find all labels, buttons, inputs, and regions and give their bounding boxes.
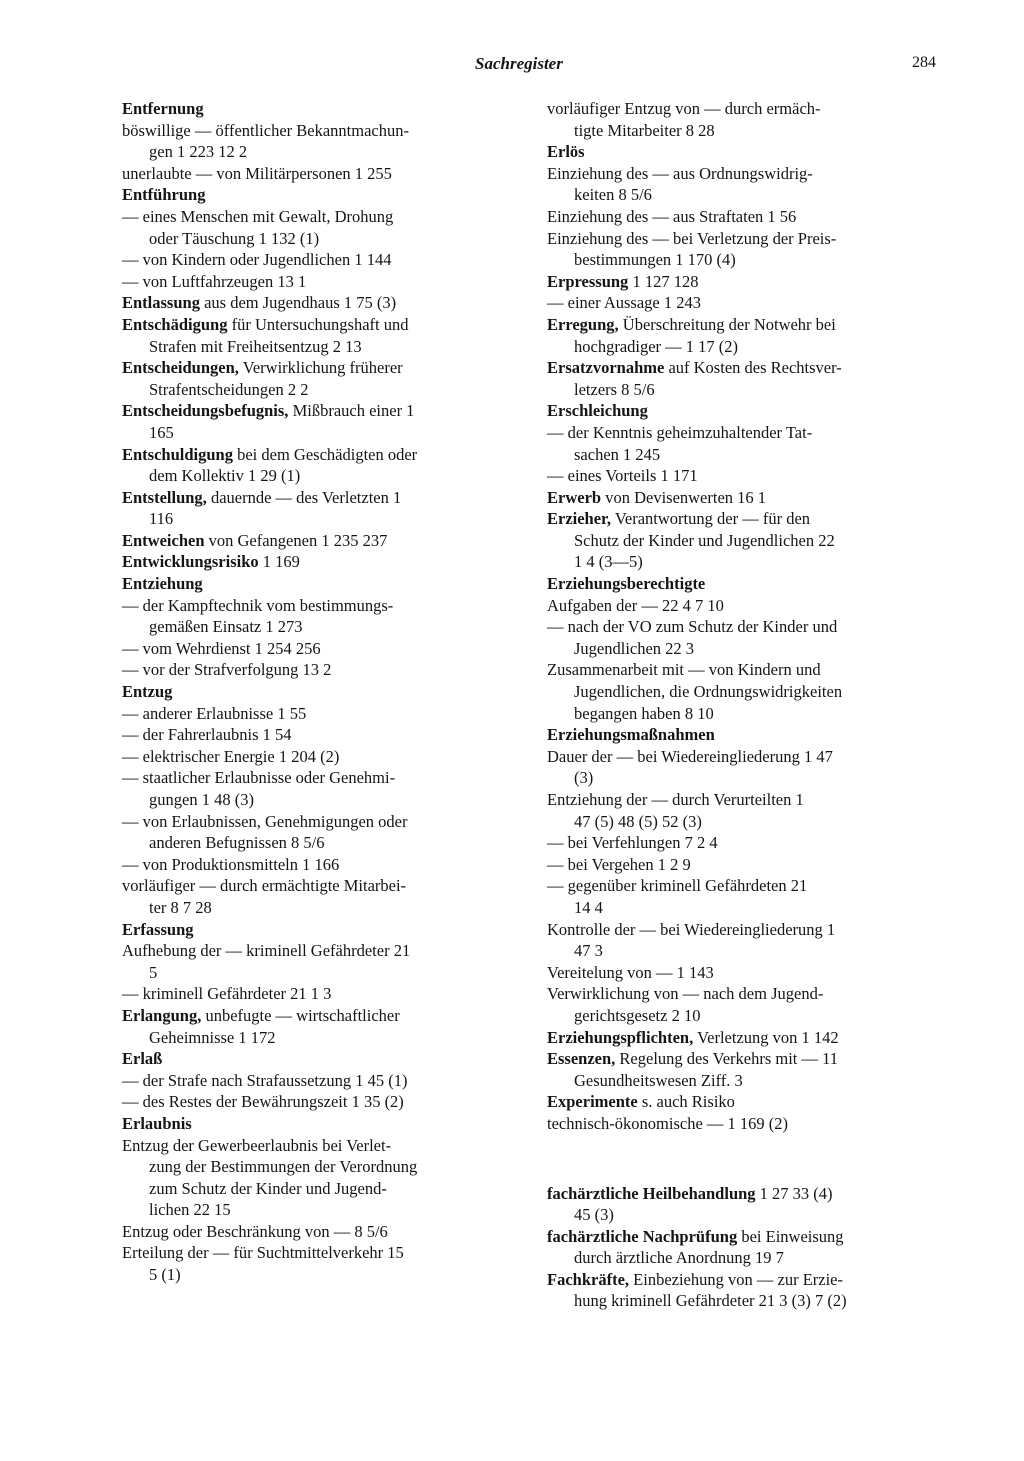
index-text: Aufgaben der — 22 4 7 10 xyxy=(547,595,724,615)
index-text: — vom Wehrdienst 1 254 256 xyxy=(122,638,321,658)
index-headword: Erlaubnis xyxy=(122,1113,192,1133)
index-line xyxy=(547,616,947,638)
index-text: keiten 8 5/6 xyxy=(574,185,652,205)
index-line xyxy=(122,789,522,811)
index-line xyxy=(122,184,522,206)
index-line xyxy=(122,573,522,595)
index-line xyxy=(122,444,522,466)
index-text: — bei Vergehen 1 2 9 xyxy=(547,854,691,874)
index-text: vorläufiger Entzug von — durch ermäch- xyxy=(547,99,821,118)
index-text: 5 xyxy=(149,962,158,982)
index-text: ter 8 7 28 xyxy=(149,897,212,917)
index-text: Entziehung der — durch Verurteilten 1 xyxy=(547,790,804,809)
index-text: für Untersuchungshaft und xyxy=(231,314,409,334)
index-text: Verletzung von 1 142 xyxy=(697,1027,839,1047)
index-line xyxy=(122,1005,522,1027)
index-text: bei dem Geschädigten oder xyxy=(237,444,418,464)
index-line xyxy=(122,120,522,142)
index-headword: Erziehungspflichten, xyxy=(547,1027,694,1047)
left-column xyxy=(122,98,522,1286)
index-text: gen 1 223 12 2 xyxy=(149,142,248,162)
index-text: Schutz der Kinder und Jugendlichen 22 xyxy=(574,530,835,550)
index-line xyxy=(547,1269,947,1291)
index-text: hochgradiger — 1 17 (2) xyxy=(574,336,739,356)
index-line xyxy=(122,983,522,1005)
index-text: — elektrischer Energie 1 204 (2) xyxy=(122,746,340,766)
index-text: Einziehung des — aus Straftaten 1 56 xyxy=(547,206,797,226)
index-line xyxy=(122,595,522,617)
index-line xyxy=(547,98,947,120)
index-text: unerlaubte — von Militärpersonen 1 255 xyxy=(122,163,392,183)
index-line xyxy=(122,379,522,401)
right-column xyxy=(547,98,947,1312)
index-line xyxy=(547,746,947,768)
index-headword: Entführung xyxy=(122,185,206,205)
index-line xyxy=(547,1247,947,1269)
index-headword: Erziehungsberechtigte xyxy=(547,574,706,594)
index-line xyxy=(122,1091,522,1113)
index-headword: Ersatzvornahme xyxy=(547,358,665,378)
index-text: — eines Menschen mit Gewalt, Drohung xyxy=(122,206,394,226)
index-line xyxy=(547,919,947,941)
index-line xyxy=(547,1113,947,1135)
index-line xyxy=(122,357,522,379)
index-line xyxy=(547,1005,947,1027)
index-text: dem Kollektiv 1 29 (1) xyxy=(149,466,301,486)
index-text: Einziehung des — bei Verletzung der Preis- xyxy=(547,228,837,248)
index-text: 1 27 33 (4) xyxy=(759,1183,833,1203)
index-text: — von Kindern oder Jugendlichen 1 144 xyxy=(122,250,392,270)
index-line xyxy=(122,206,522,228)
index-headword: Entschuldigung xyxy=(122,444,233,464)
index-text: Entzug der Gewerbeerlaubnis bei Verlet- xyxy=(122,1135,392,1155)
index-text: 165 xyxy=(149,422,174,442)
index-line xyxy=(122,271,522,293)
index-text: — eines Vorteils 1 171 xyxy=(547,466,698,486)
index-text: Verwirklichung früherer xyxy=(242,358,403,378)
index-line xyxy=(547,379,947,401)
index-line xyxy=(122,400,522,422)
index-line xyxy=(122,638,522,660)
index-line xyxy=(122,1178,522,1200)
index-text: Jugendlichen, die Ordnungswidrigkeiten xyxy=(574,682,843,702)
index-line xyxy=(547,897,947,919)
index-line xyxy=(122,746,522,768)
index-line xyxy=(122,336,522,358)
index-line xyxy=(122,1156,522,1178)
index-text: — vor der Strafverfolgung 13 2 xyxy=(122,660,332,680)
index-line xyxy=(547,962,947,984)
index-headword: fachärztliche Nachprüfung xyxy=(547,1226,738,1246)
index-text: Zusammenarbeit mit — von Kindern und xyxy=(547,660,821,680)
index-text: Strafentscheidungen 2 2 xyxy=(149,379,309,399)
index-text: — der Strafe nach Strafaussetzung 1 45 (1) xyxy=(122,1070,408,1090)
index-line xyxy=(122,832,522,854)
index-headword: Entscheidungsbefugnis, xyxy=(122,401,289,421)
index-text: — staatlicher Erlaubnisse oder Genehmi- xyxy=(122,768,396,788)
index-line xyxy=(122,141,522,163)
running-title: Sachregister xyxy=(475,54,563,73)
index-line xyxy=(547,1027,947,1049)
index-line xyxy=(547,789,947,811)
index-line xyxy=(547,465,947,487)
index-text: vorläufiger — durch ermächtigte Mitarbei- xyxy=(122,876,407,896)
index-text: anderen Befugnissen 8 5/6 xyxy=(149,833,325,853)
index-line xyxy=(122,249,522,271)
index-line xyxy=(547,508,947,530)
index-text: — der Fahrerlaubnis 1 54 xyxy=(122,725,292,745)
index-line xyxy=(122,854,522,876)
index-text: unbefugte — wirtschaftlicher xyxy=(205,1005,400,1025)
index-text: — gegenüber kriminell Gefährdeten 21 xyxy=(547,876,808,896)
index-line xyxy=(547,1290,947,1312)
index-text: — anderer Erlaubnisse 1 55 xyxy=(122,703,307,723)
index-text: bestimmungen 1 170 (4) xyxy=(574,250,736,270)
index-text: zum Schutz der Kinder und Jugend- xyxy=(149,1178,387,1198)
index-line xyxy=(547,314,947,336)
index-headword: Essenzen, xyxy=(547,1049,616,1069)
index-text: — bei Verfehlungen 7 2 4 xyxy=(547,833,718,853)
index-line xyxy=(122,767,522,789)
index-line xyxy=(547,1048,947,1070)
index-text: von Devisenwerten 16 1 xyxy=(605,487,767,507)
index-text: (3) xyxy=(574,768,594,788)
index-line xyxy=(122,508,522,530)
index-text: — von Luftfahrzeugen 13 1 xyxy=(122,271,307,291)
index-line xyxy=(547,1226,947,1248)
index-text: Regelung des Verkehrs mit — 11 xyxy=(619,1049,839,1069)
index-line xyxy=(122,314,522,336)
index-text: von Gefangenen 1 235 237 xyxy=(208,530,388,550)
running-head xyxy=(0,54,1024,84)
index-text: — kriminell Gefährdeter 21 1 3 xyxy=(122,984,332,1004)
index-text: technisch-ökonomische — 1 169 (2) xyxy=(547,1113,789,1133)
index-text: 1 127 128 xyxy=(632,271,699,291)
index-line xyxy=(547,530,947,552)
index-text: 116 xyxy=(149,509,174,529)
index-headword: Erlaß xyxy=(122,1049,163,1069)
index-text: Mißbrauch einer 1 xyxy=(292,401,415,421)
index-headword: Erfassung xyxy=(122,919,194,939)
index-text: gemäßen Einsatz 1 273 xyxy=(149,617,303,637)
index-line xyxy=(547,703,947,725)
index-line xyxy=(122,897,522,919)
index-text: Einziehung des — aus Ordnungswidrig- xyxy=(547,163,813,183)
index-headword: Erwerb xyxy=(547,487,602,507)
index-text: durch ärztliche Anordnung 19 7 xyxy=(574,1248,784,1268)
index-line xyxy=(547,638,947,660)
index-text: tigte Mitarbeiter 8 28 xyxy=(574,120,715,140)
index-text: Geheimnisse 1 172 xyxy=(149,1027,276,1047)
index-line xyxy=(122,811,522,833)
index-headword: Entschädigung xyxy=(122,314,228,334)
index-line xyxy=(547,422,947,444)
index-headword: Fachkräfte, xyxy=(547,1269,630,1289)
index-line xyxy=(122,703,522,725)
index-line xyxy=(122,1135,522,1157)
index-line xyxy=(547,1070,947,1092)
index-line xyxy=(547,1204,947,1226)
index-text: — des Restes der Bewährungszeit 1 35 (2) xyxy=(122,1092,404,1112)
index-text: gerichtsgesetz 2 10 xyxy=(574,1005,701,1025)
index-line xyxy=(547,336,947,358)
index-headword: Erschleichung xyxy=(547,401,648,421)
index-headword: fachärztliche Heilbehandlung xyxy=(547,1183,756,1203)
index-line xyxy=(122,1199,522,1221)
index-line xyxy=(547,724,947,746)
index-line xyxy=(547,681,947,703)
index-line xyxy=(547,228,947,250)
index-line xyxy=(122,724,522,746)
index-headword: Entstellung, xyxy=(122,487,207,507)
index-text: — der Kampftechnik vom bestimmungs- xyxy=(122,595,394,615)
index-line xyxy=(122,1048,522,1070)
index-text: Strafen mit Freiheitsentzug 2 13 xyxy=(149,336,362,356)
page-number: 284 xyxy=(912,54,936,71)
index-text: 1 169 xyxy=(262,552,300,572)
index-headword: Entzug xyxy=(122,682,173,702)
index-line xyxy=(122,551,522,573)
index-text: 5 (1) xyxy=(149,1265,181,1285)
index-text: aus dem Jugendhaus 1 75 (3) xyxy=(204,293,397,313)
index-headword: Entwicklungsrisiko xyxy=(122,552,259,572)
index-line xyxy=(547,854,947,876)
index-line xyxy=(547,357,947,379)
index-headword: Erziehungsmaßnahmen xyxy=(547,725,715,745)
index-line xyxy=(122,919,522,941)
index-text: — einer Aussage 1 243 xyxy=(547,293,701,313)
index-text: gungen 1 48 (3) xyxy=(149,790,254,809)
index-text: — von Erlaubnissen, Genehmigungen oder xyxy=(122,811,408,831)
index-line xyxy=(547,487,947,509)
index-text: — der Kenntnis geheimzuhaltender Tat- xyxy=(547,422,813,442)
index-headword: Entweichen xyxy=(122,530,205,550)
index-line xyxy=(547,659,947,681)
index-headword: Erlös xyxy=(547,142,585,162)
index-line xyxy=(122,616,522,638)
index-line xyxy=(547,206,947,228)
index-text: 45 (3) xyxy=(574,1205,614,1225)
index-line xyxy=(547,163,947,185)
index-line xyxy=(547,551,947,573)
index-headword: Erzieher, xyxy=(547,509,611,529)
index-line xyxy=(122,681,522,703)
index-text: 1 4 (3—5) xyxy=(574,552,643,572)
index-line xyxy=(547,292,947,314)
index-line xyxy=(547,573,947,595)
index-line xyxy=(122,98,522,120)
index-text: 47 (5) 48 (5) 52 (3) xyxy=(574,811,702,831)
index-headword: Entscheidungen, xyxy=(122,358,239,378)
index-line xyxy=(547,271,947,293)
index-line xyxy=(547,983,947,1005)
index-line xyxy=(547,1091,947,1113)
index-text: — nach der VO zum Schutz der Kinder und xyxy=(547,617,838,637)
index-line xyxy=(547,940,947,962)
index-text: Einbeziehung von — zur Erzie- xyxy=(633,1269,843,1289)
index-text: Überschreitung der Notwehr bei xyxy=(622,314,836,334)
index-text: Vereitelung von — 1 143 xyxy=(547,962,714,982)
index-text: Kontrolle der — bei Wiedereingliederung 1 xyxy=(547,919,836,939)
index-line xyxy=(122,465,522,487)
index-line xyxy=(122,487,522,509)
index-line xyxy=(547,184,947,206)
index-line xyxy=(122,1027,522,1049)
index-headword: Erregung, xyxy=(547,314,619,334)
index-text: Verantwortung der — für den xyxy=(614,509,811,529)
index-text: Entzug oder Beschränkung von — 8 5/6 xyxy=(122,1221,388,1241)
index-line xyxy=(547,249,947,271)
index-line xyxy=(547,141,947,163)
index-text: sachen 1 245 xyxy=(574,444,661,464)
index-text: auf Kosten des Rechtsver- xyxy=(668,358,842,378)
index-text: hung kriminell Gefährdeter 21 3 (3) 7 (2) xyxy=(574,1291,847,1311)
index-line xyxy=(122,1113,522,1135)
index-text: böswillige — öffentlicher Bekanntmachun- xyxy=(122,120,409,140)
index-line xyxy=(547,120,947,142)
index-headword: Entziehung xyxy=(122,574,203,594)
index-line xyxy=(547,811,947,833)
index-line xyxy=(122,1264,522,1286)
index-text: zung der Bestimmungen der Verordnung xyxy=(149,1157,418,1177)
index-headword: Entlassung xyxy=(122,293,200,313)
index-line xyxy=(547,400,947,422)
index-line xyxy=(122,659,522,681)
index-text: dauernde — des Verletzten 1 xyxy=(210,487,402,507)
index-text: Jugendlichen 22 3 xyxy=(574,638,695,658)
index-text: letzers 8 5/6 xyxy=(574,379,655,399)
index-line xyxy=(122,962,522,984)
index-text: Dauer der — bei Wiedereingliederung 1 47 xyxy=(547,746,833,766)
index-headword: Entfernung xyxy=(122,99,204,118)
index-line xyxy=(122,1242,522,1264)
index-headword: Experimente xyxy=(547,1092,638,1112)
index-line xyxy=(122,530,522,552)
index-text: begangen haben 8 10 xyxy=(574,703,714,723)
index-line xyxy=(122,422,522,444)
index-text: s. auch Risiko xyxy=(641,1092,735,1112)
index-text: Gesundheitswesen Ziff. 3 xyxy=(574,1070,743,1090)
index-line xyxy=(547,444,947,466)
index-headword: Erpressung xyxy=(547,271,629,291)
index-line xyxy=(122,1070,522,1092)
index-line xyxy=(122,875,522,897)
index-line xyxy=(122,228,522,250)
index-text: — von Produktionsmitteln 1 166 xyxy=(122,854,340,874)
index-line xyxy=(122,163,522,185)
index-line xyxy=(547,595,947,617)
index-text: bei Einweisung xyxy=(741,1226,844,1246)
index-line xyxy=(547,875,947,897)
index-line xyxy=(122,292,522,314)
index-text: Erteilung der — für Suchtmittelverkehr 15 xyxy=(122,1243,404,1263)
index-headword: Erlangung, xyxy=(122,1005,202,1025)
index-text: 14 4 xyxy=(574,897,603,917)
index-line xyxy=(122,1221,522,1243)
index-line xyxy=(547,767,947,789)
index-line xyxy=(547,1183,947,1205)
index-text: lichen 22 15 xyxy=(149,1200,231,1220)
index-text: Verwirklichung von — nach dem Jugend- xyxy=(547,984,824,1004)
index-text: 47 3 xyxy=(574,941,603,961)
index-text: oder Täuschung 1 132 (1) xyxy=(149,228,320,248)
index-line xyxy=(547,832,947,854)
index-text: Aufhebung der — kriminell Gefährdeter 21 xyxy=(122,941,411,961)
index-line xyxy=(122,940,522,962)
